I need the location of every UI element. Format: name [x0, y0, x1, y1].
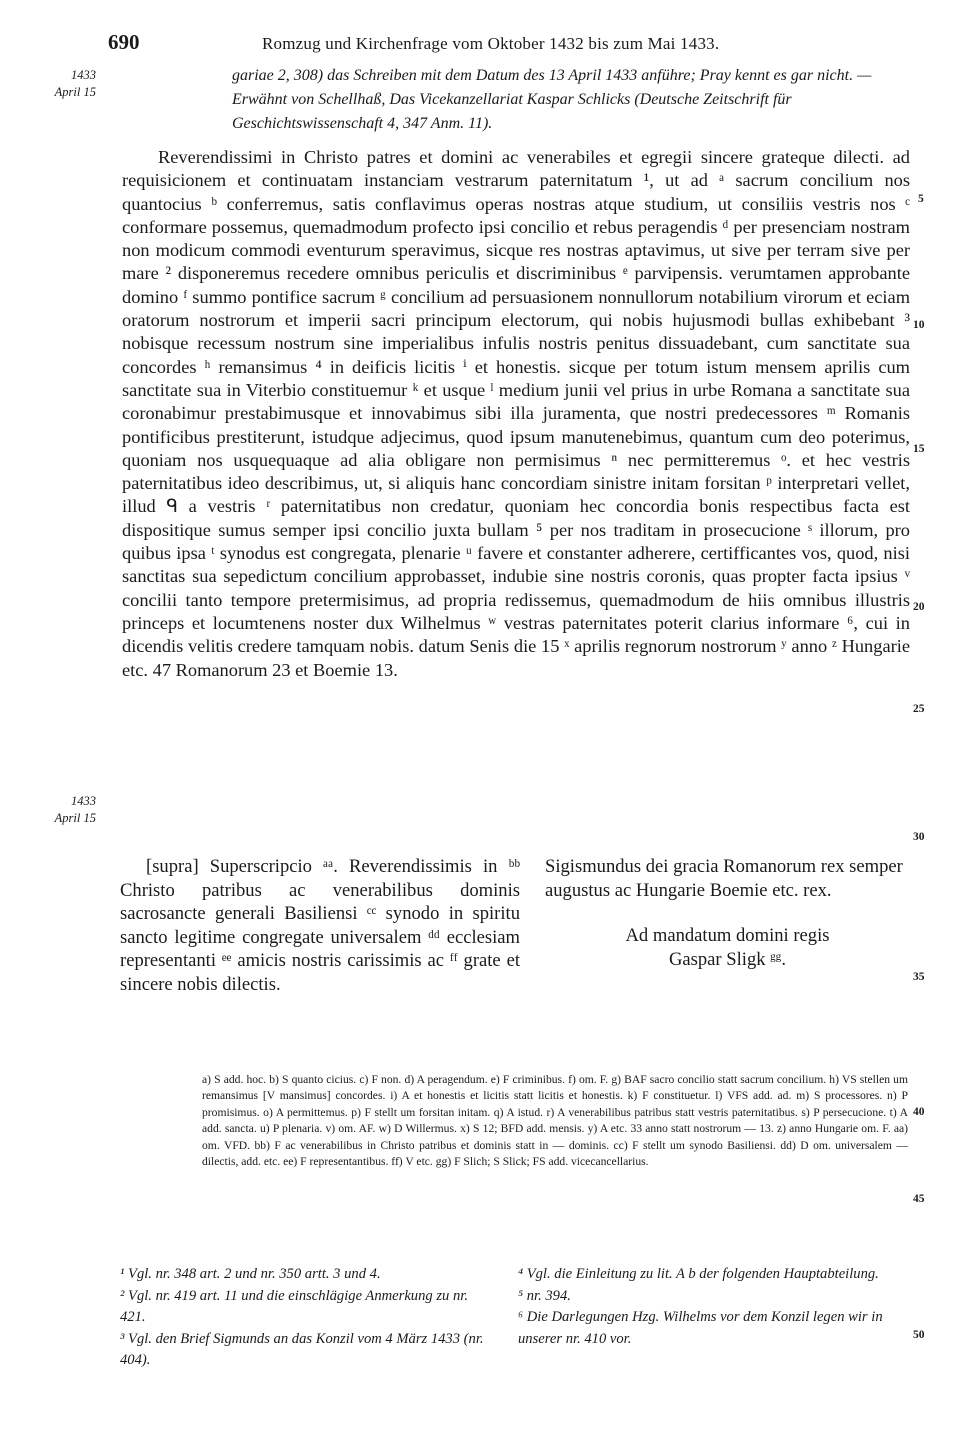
footnote: ⁵ nr. 394.	[518, 1287, 571, 1304]
intro-note: gariae 2, 308) das Schreiben mit dem Datum des 13 April 1433 anführe; Pray kennt es gar nicht. — Erwähnt von Schellhaß, Das Vicekanzellariat Kaspar Schlicks (Deutsche Zeitschrift für Geschichtswissenschaft 4, 347 Anm. 11).	[232, 67, 872, 132]
line-number: 25	[913, 703, 925, 715]
line-number: 15	[913, 443, 925, 455]
superscription	[120, 855, 520, 996]
footnote: ¹ Vgl. nr. 348 art. 2 und nr. 350 artt. 3 und 4.	[120, 1266, 381, 1282]
line-number: 20	[913, 601, 925, 613]
line-number: 5	[918, 193, 924, 205]
sender-intitulatio: Sigismundus dei gracia Romanorum rex semper augustus ac Hungarie Boemie etc. rex.	[545, 856, 903, 901]
page-number: 690	[108, 30, 140, 54]
line-number: 40	[913, 1106, 925, 1118]
letter-body	[122, 146, 910, 682]
footnotes-left-column	[120, 1264, 495, 1372]
letter-text: Reverendissimi in Christo patres et domini ac venerabiles et egregii sincere grateque dilecti. ad requisicionem et continuatam instanciam vestrarum paternitatum ¹, ut ad ᵃ sacrum concilium nos quantocius ᵇ conferremus, satis conflavimus operas nostras atque studium, ut consiliis vestris nos ᶜ conformare possemus, quemadmodum profecto ipsi concilio et rebus peragendis ᵈ per presenciam nostram non modicum commodi eventurum speravimus, sicque res nostras aptavimus, ut sive per terram sive per mare ² disponeremus recedere omnibus periculis et discriminibus ᵉ parvipensis. verumtamen approbante domino ᶠ summo pontifice sacrum ᵍ concilium ad persuasionem nonnullorum notabilium virorum et eciam oratorum nostrorum et imperii sacri principum electorum, qui nobis hujusmodi bullas exhibebant ³ nobisque recessum nostrum sine imperialibus infulis nostris penitus dissuadebant, cum sanctitate sua concordes ʰ remansimus ⁴ in deificis licitis ⁱ et honestis. sicque per totum istum mensem aprilis cum sanctitate sua in Viterbio constituemur ᵏ et usque ˡ medium junii vel prius in urbe Romana a sanctitate sua coronabimur prestabimusque et innovabimus sibi illa juramenta, que nostri predecessores ᵐ Romanis pontificibus prestiterunt, istudque adjecimus, quod ipsum manutenebimus, quantum cum deo poterimus, quoniam nos usquequaque ad alia obligare non permisimus ⁿ nec permitteremus ᵒ. et hec vestris paternitatibus ideo describimus, ut, si aliquis hanc concordiam sinistre initam forsitan ᵖ interpretari vellet, illud ᑫ a vestris ʳ paternitatibus non credatur, quoniam hec concordia bonis respectibus facta est dispositique sumus semper ipsi concilio juxta bullam ⁵ per nos traditam in prosecucione ˢ illorum, pro quibus ipsa ᵗ synodus est congregata, plenarie ᵘ favere et constanter adherere, certifficantes vos, quod, nisi sanctitas sua sepedictum concilium approbasset, indubie sine nostris coronis, quas propter facta ipsius ᵛ concilii tanto tempore pretermisimus, ad propria redissemus, quemadmodum de hiis omnibus illustris princeps et locumtenens noster dux Wilhelmus ʷ vestras paternitates poterit clarius informare ⁶, cui in dicendis velitis credere tamquam nobis. datum Senis die 15 ˣ aprilis regnorum nostrorum ʸ anno ᶻ Hungarie etc. 47 Romanorum 23 et Boemie 13.	[122, 147, 910, 680]
chancery-signature: Gaspar Sligk ᵍᵍ.	[668, 948, 787, 970]
line-number: 30	[913, 831, 925, 843]
margin-date-top	[48, 67, 96, 101]
margin-date-year: 1433	[71, 794, 96, 808]
footnotes-right-column	[518, 1264, 910, 1350]
critical-apparatus: a) S add. hoc. b) S quanto cicius. c) F non. d) A peragendum. e) F criminibus. f) om. F. g) BAF sacro concilio statt sacrum concilium. h) VS stellen um remansimus [V mansimus] concordes. i) A et honestis et licitis statt licitis et honestis. k) F constituetur. l) VFS add. ad. m) S processores. n) P promisimus. o) A permittemus. p) F stellt um forsitan initam. q) A istud. r) A venerabilibus patribus statt vestris paternitatibus. s) P persecucione. t) A add. sancta. u) P plenaria. v) om. AF. w) D Willermus. x) S 12; BFD add. mensis. y) A etc. 33 anno statt nostrorum — 13. z) anno Hungarie om. F. aa) om. VFD. bb) F ac venerabilibus in Christo patribus et dominis statt in — dominis. cc) F stellt um synodo Basiliensi. dd) D om. universalem — dilectis, add. etc. ee) F representantibus. ff) V etc. gg) F Slich; S Slick; FS add. vicecancellarius.	[202, 1073, 908, 1169]
superscription-text: [supra] Superscripcio ᵃᵃ. Reverendissimis in ᵇᵇ Christo patribus ac venerabilibus dominis sacrosancte generali Basiliensi ᶜᶜ synodo in spiritu sancto legitime congregate universalem ᵈᵈ ecclesiam representanti ᵉᵉ amicis nostris carissimis ac ᶠᶠ grate et sincere nobis dilectis.	[120, 856, 520, 995]
page-header	[0, 30, 960, 60]
footnote: ⁴ Vgl. die Einleitung zu lit. A b der folgenden Hauptabteilung.	[518, 1266, 879, 1282]
mandate-line: Ad mandatum domini regis	[625, 925, 830, 946]
margin-date-mid	[48, 793, 96, 827]
running-title: Romzug und Kirchenfrage vom Oktober 1432 bis zum Mai 1433.	[262, 34, 720, 53]
line-number: 35	[913, 971, 925, 983]
margin-date-day: April 15	[54, 85, 96, 99]
line-number: 45	[913, 1193, 925, 1205]
line-number: 50	[913, 1329, 925, 1341]
margin-date-day: April 15	[54, 811, 96, 825]
footnote: ⁶ Die Darlegungen Hzg. Wilhelms vor dem Konzil legen wir in unserer nr. 410 vor.	[518, 1309, 883, 1347]
footnote: ² Vgl. nr. 419 art. 11 und die einschlägige Anmerkung zu nr. 421.	[120, 1287, 468, 1325]
margin-date-year: 1433	[71, 68, 96, 82]
line-number: 10	[913, 319, 925, 331]
sender-block	[545, 855, 910, 971]
footnote: ³ Vgl. den Brief Sigmunds an das Konzil vom 4 März 1433 (nr. 404).	[120, 1330, 484, 1368]
